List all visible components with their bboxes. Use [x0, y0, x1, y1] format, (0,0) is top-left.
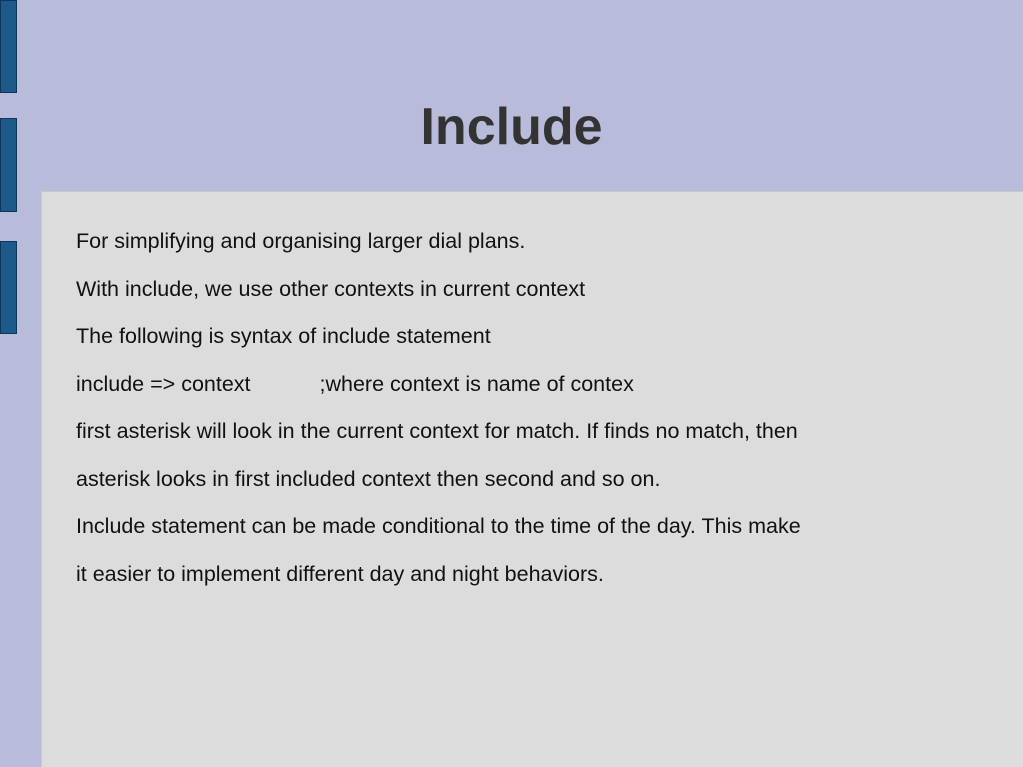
- syntax-code: include => context: [76, 371, 251, 396]
- content-line: it easier to implement different day and night behaviors.: [76, 561, 604, 586]
- content-line: The following is syntax of include statement: [76, 324, 491, 348]
- slide-title: Include: [420, 98, 603, 156]
- content-line: asterisk looks in first included context then second and so on.: [76, 466, 661, 491]
- content-lines: [76, 218, 996, 598]
- side-bar-decoration-bottom: [0, 241, 17, 334]
- content-panel: [41, 191, 1023, 767]
- content-line-syntax: [76, 361, 996, 409]
- content-line: first asterisk will look in the current context for match. If finds no match, then: [76, 419, 798, 443]
- content-line: With include, we use other contexts in current context: [76, 276, 586, 301]
- side-bar-decoration-top: [0, 0, 17, 93]
- syntax-comment: ;where context is name of contex: [319, 371, 634, 396]
- content-line: Include statement can be made conditional to the time of the day. This make: [76, 514, 801, 538]
- content-line: For simplifying and organising larger dial plans.: [76, 229, 526, 253]
